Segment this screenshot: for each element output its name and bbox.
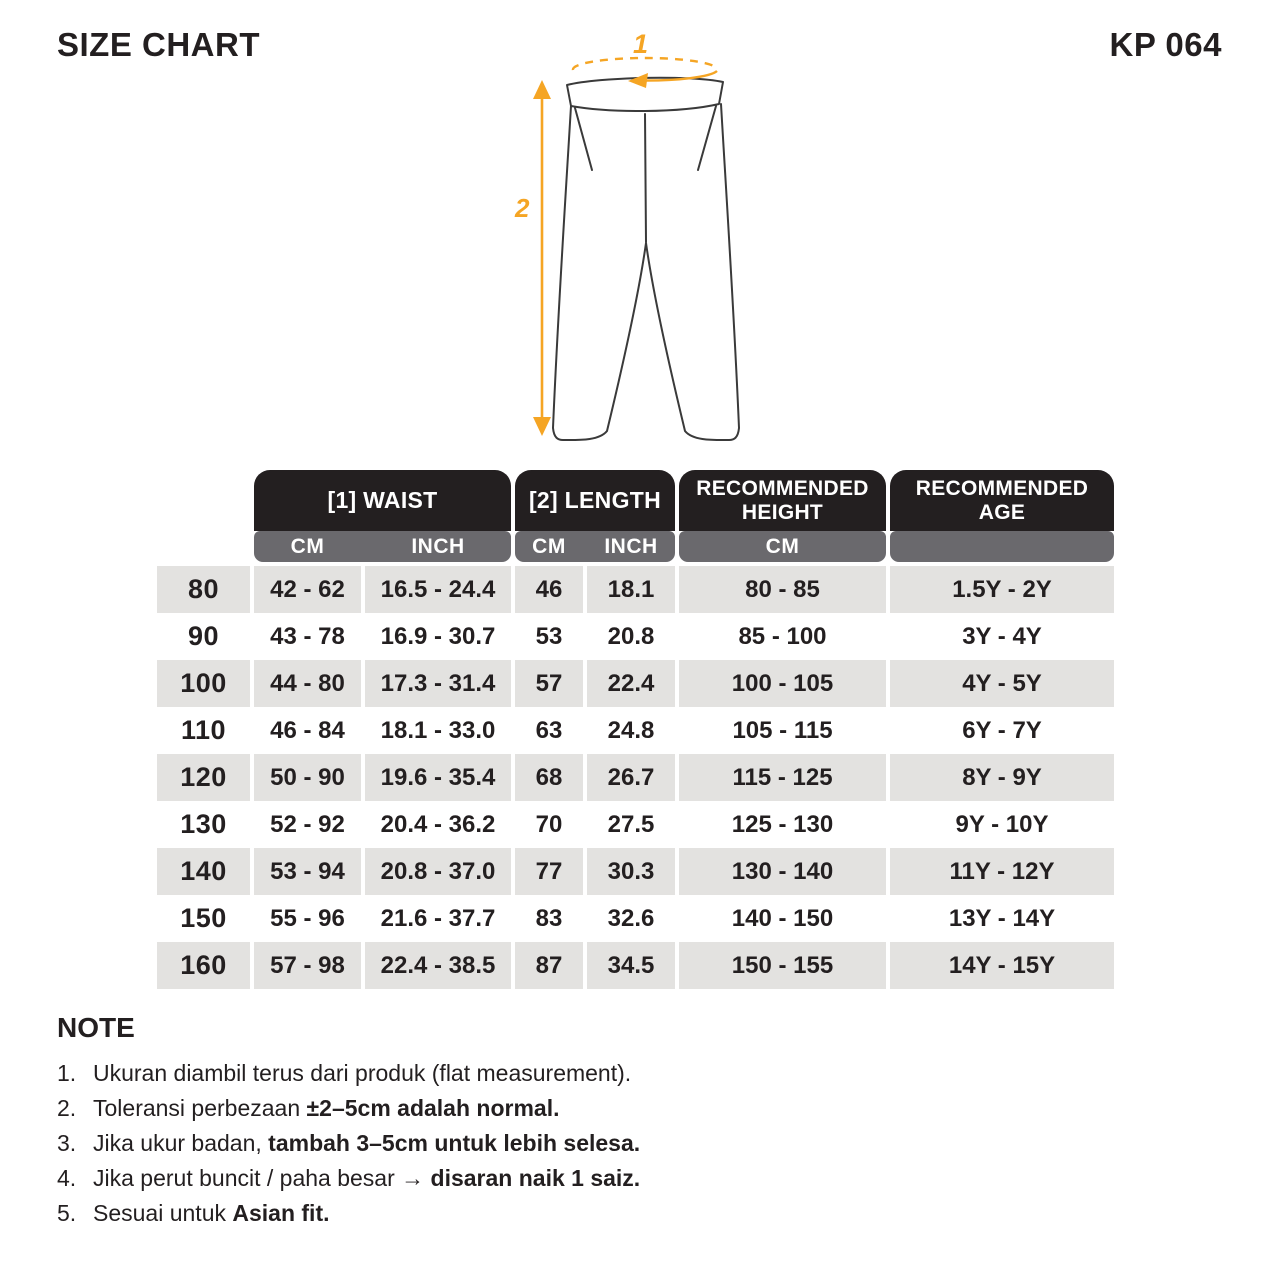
cell-waist_inch: 20.4 - 36.2 — [380, 810, 496, 838]
waist-cm-label: CM — [290, 534, 325, 558]
cell-waist_inch: 16.5 - 24.4 — [365, 566, 511, 613]
cell-length_inch: 30.3 — [587, 848, 675, 895]
header-recommended-age — [890, 470, 1114, 531]
cell-age: 8Y - 9Y — [890, 754, 1114, 801]
table-row — [157, 566, 1114, 613]
notes-heading: NOTE — [57, 1012, 135, 1043]
cell-size: 150 — [180, 903, 227, 933]
subheader-length-units — [515, 531, 675, 562]
cell-waist_inch: 22.4 - 38.5 — [365, 942, 511, 989]
cell-height_cm: 130 - 140 — [679, 848, 886, 895]
length-arrow-down-icon — [533, 417, 551, 436]
cell-age: 9Y - 10Y — [955, 810, 1049, 838]
note-item: 5. Sesuai untuk Asian fit. — [57, 1200, 330, 1226]
cell-length_cm: 70 — [535, 810, 563, 838]
cell-height_cm: 115 - 125 — [679, 754, 886, 801]
subheader-height-unit — [679, 531, 886, 562]
note-item: 1. Ukuran diambil terus dari produk (flat measurement). — [57, 1060, 632, 1086]
cell-waist_inch: 16.9 - 30.7 — [380, 622, 496, 650]
product-code: KP 064 — [1109, 26, 1222, 63]
cell-age: 11Y - 12Y — [890, 848, 1114, 895]
cell-waist_cm: 55 - 96 — [270, 904, 345, 932]
cell-size: 80 — [157, 566, 250, 613]
table-row — [157, 942, 1114, 989]
waist-marker-label: 1 — [633, 29, 649, 59]
table-row — [157, 613, 1114, 660]
cell-waist_cm: 42 - 62 — [254, 566, 361, 613]
cell-size: 140 — [157, 848, 250, 895]
cell-size: 130 — [180, 809, 227, 839]
cell-length_cm: 57 — [515, 660, 583, 707]
cell-age: 4Y - 5Y — [890, 660, 1114, 707]
cell-length_cm: 83 — [535, 904, 563, 932]
header-waist — [254, 470, 511, 531]
cell-waist_cm: 43 - 78 — [270, 622, 345, 650]
cell-height_cm: 125 - 130 — [731, 810, 834, 838]
cell-waist_cm: 53 - 94 — [254, 848, 361, 895]
table-subheader-row — [157, 531, 1114, 562]
pants-diagram — [497, 22, 767, 467]
header-waist-label: [1] WAIST — [327, 486, 438, 513]
height-cm-label: CM — [765, 534, 800, 558]
cell-length_inch: 24.8 — [607, 716, 655, 744]
cell-length_cm: 46 — [515, 566, 583, 613]
header-length-label: [2] LENGTH — [528, 486, 662, 513]
cell-length_cm: 63 — [535, 716, 563, 744]
cell-length_inch: 26.7 — [587, 754, 675, 801]
cell-length_inch: 27.5 — [607, 810, 655, 838]
cell-length_cm: 87 — [515, 942, 583, 989]
cell-waist_inch: 17.3 - 31.4 — [365, 660, 511, 707]
table-row — [157, 754, 1114, 801]
cell-length_inch: 18.1 — [587, 566, 675, 613]
cell-age: 6Y - 7Y — [962, 716, 1042, 744]
note-item: 2. Toleransi perbezaan ±2–5cm adalah normal. — [57, 1095, 560, 1121]
cell-length_cm: 53 — [535, 622, 563, 650]
pants-outline — [553, 78, 739, 440]
cell-height_cm: 105 - 115 — [732, 716, 833, 744]
cell-waist_cm: 57 - 98 — [254, 942, 361, 989]
cell-age: 1.5Y - 2Y — [890, 566, 1114, 613]
cell-waist_cm: 44 - 80 — [254, 660, 361, 707]
note-item: 3. Jika ukur badan, tambah 3–5cm untuk lebih selesa. — [57, 1130, 641, 1156]
cell-age: 3Y - 4Y — [962, 622, 1042, 650]
cell-height_cm: 100 - 105 — [679, 660, 886, 707]
cell-waist_inch: 18.1 - 33.0 — [380, 716, 496, 744]
size-table — [157, 470, 1114, 989]
table-row — [157, 660, 1114, 707]
cell-waist_cm: 50 - 90 — [254, 754, 361, 801]
cell-length_inch: 20.8 — [607, 622, 655, 650]
subheader-waist-units — [254, 531, 511, 562]
table-row — [157, 848, 1114, 895]
cell-size: 110 — [180, 715, 227, 745]
length-cm-label: CM — [532, 534, 566, 558]
header-recommended-height — [679, 470, 886, 531]
cell-size: 100 — [157, 660, 250, 707]
cell-length_inch: 32.6 — [607, 904, 655, 932]
cell-length_inch: 22.4 — [587, 660, 675, 707]
length-inch-label: INCH — [604, 534, 658, 558]
cell-height_cm: 85 - 100 — [738, 622, 827, 650]
waist-inch-label: INCH — [411, 534, 465, 558]
cell-waist_inch: 20.8 - 37.0 — [365, 848, 511, 895]
page-title: SIZE CHART — [57, 26, 260, 63]
length-arrow-up-icon — [533, 80, 551, 99]
cell-height_cm: 80 - 85 — [679, 566, 886, 613]
cell-waist_cm: 46 - 84 — [270, 716, 345, 744]
table-row — [157, 801, 1114, 848]
cell-length_cm: 68 — [515, 754, 583, 801]
notes-list — [57, 1056, 957, 1231]
header-length — [515, 470, 675, 531]
cell-length_inch: 34.5 — [587, 942, 675, 989]
table-header-row — [157, 470, 1114, 531]
subheader-age-blank — [890, 531, 1114, 562]
cell-length_cm: 77 — [515, 848, 583, 895]
header-age-label: RECOMMENDED AGE — [915, 476, 1089, 524]
cell-height_cm: 150 - 155 — [679, 942, 886, 989]
table-row — [157, 707, 1114, 754]
header-height-label: RECOMMENDED HEIGHT — [696, 476, 869, 524]
cell-size: 90 — [187, 621, 220, 651]
size-table-body — [157, 566, 1114, 989]
length-measure-marker — [514, 80, 551, 436]
cell-age: 13Y - 14Y — [948, 904, 1056, 932]
cell-height_cm: 140 - 150 — [731, 904, 834, 932]
table-row — [157, 895, 1114, 942]
cell-size: 120 — [157, 754, 250, 801]
cell-waist_inch: 19.6 - 35.4 — [365, 754, 511, 801]
note-item: 4. Jika perut buncit / paha besar → disaran naik 1 saiz. — [57, 1165, 641, 1191]
cell-waist_cm: 52 - 92 — [270, 810, 345, 838]
cell-age: 14Y - 15Y — [890, 942, 1114, 989]
cell-size: 160 — [157, 942, 250, 989]
length-marker-label: 2 — [515, 193, 530, 223]
cell-waist_inch: 21.6 - 37.7 — [380, 904, 496, 932]
